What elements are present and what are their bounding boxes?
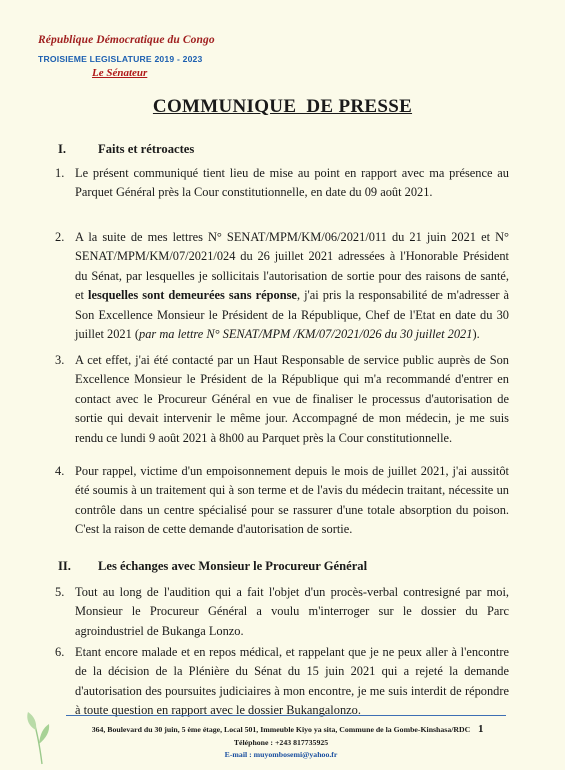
item-text: Etant encore malade et en repos médical, et rappelant que je ne peux aller à l'encontre de la décision de la Plénière du Sénat du 15 juin 2021 qui a rejeté la demande d'autorisation des poursuites judiciaires à mon encontre, je me suis interdit de répondre à toute question en rapport avec le dossier Bukangalonzo. [75, 645, 509, 718]
footer-address: 364, Boulevard du 30 juin, 5 ème étage, Local 501, Immeuble Kiyo ya sita, Commune de la Gombe-Kinshasa/RDC [91, 725, 471, 734]
item-number: 3. [55, 353, 65, 367]
item-text: Le présent communiqué tient lieu de mise au point en rapport avec ma présence au Parquet Général près la Cour constitutionnelle, en date du 09 août 2021. [75, 166, 509, 200]
page-number: 1 [478, 723, 484, 735]
letterhead-role: Le Sénateur [92, 67, 148, 79]
item-text [75, 228, 509, 344]
item-number: 1. [55, 166, 65, 180]
list-item-1 [55, 164, 509, 203]
list-item-3 [55, 351, 509, 448]
item-number: 5. [55, 585, 65, 599]
section-heading-2 [58, 559, 518, 577]
section-title: Faits et rétroactes [98, 142, 195, 156]
footer-rule [66, 715, 506, 716]
footer-phone: Téléphone : +243 817735925 [233, 738, 329, 747]
section-number: I. [58, 142, 67, 156]
section-title: Les échanges avec Monsieur le Procureur Général [98, 559, 368, 573]
document-title: COMMUNIQUE DE PRESSE [152, 96, 413, 117]
item-text: Tout au long de l'audition qui a fait l'objet d'un procès-verbal contresigné par moi, Monsieur le Procureur Général a voulu m'interroger sur le dossier du Parc agroindustriel de Bukanga Lonzo. [75, 585, 509, 638]
item-number: 2. [55, 230, 65, 244]
list-item-5 [55, 583, 509, 641]
item-text-italic: par ma lettre N° SENAT/MPM /KM/07/2021/026 du 30 juillet 2021 [139, 327, 473, 342]
item-text-bold: lesquelles sont demeurées sans réponse [88, 288, 297, 303]
section-heading-1 [58, 142, 518, 160]
item-text-part: , j'ai pris la responsabilité de m'adresser à Son Excellence Monsieur le Président de la République, Chef de l'Etat en date du 30 juillet 2021 ( [75, 288, 509, 342]
item-text: Pour rappel, victime d'un empoisonnement depuis le mois de juillet 2021, j'ai aussitôt été soumis à un traitement qui à son terme et de l'avis du médecin traitant, nécessite un contrôle dans un centre spécialisé pour se rassurer d'une totale absorption du poison. C'est la raison de cette demande d'autorisation de sortie. [75, 464, 509, 537]
list-item-4 [55, 462, 509, 540]
footer-email: E-mail : muyombosemi@yahoo.fr [224, 750, 338, 759]
item-text-part: A la suite de mes lettres N° SENAT/MPM/KM/06/2021/011 du 21 juin 2021 et N° SENAT/MPM/KM/07/2021/024 du 26 juillet 2021 adressées à l'Honorable Président du Sénat, par lesquelles je sollicitais l'autorisation de sortie pour des raisons de santé, et [75, 230, 509, 303]
list-item-6 [55, 643, 509, 721]
letterhead-republic: République Démocratique du Congo [38, 34, 215, 46]
list-item-2 [55, 228, 509, 344]
item-text: A cet effet, j'ai été contacté par un Haut Responsable de service public auprès de Son Excellence Monsieur le Président de la République qui m'a recommandé d'entrer en contact avec le Procureur Général en vue de finaliser le processus d'autorisation de sortie qui devait intervenir le même jour. Accompagné de mon médecin, je me suis rendu ce lundi 9 août 2021 à 8h00 au Parquet près la Cour constitutionnelle. [75, 353, 509, 445]
item-number: 4. [55, 464, 65, 478]
item-number: 6. [55, 645, 65, 659]
section-number: II. [58, 559, 71, 573]
item-text-part: ). [472, 327, 480, 342]
plant-logo [22, 700, 62, 766]
letterhead-legislature: TROISIEME LEGISLATURE 2019 - 2023 [38, 54, 203, 64]
